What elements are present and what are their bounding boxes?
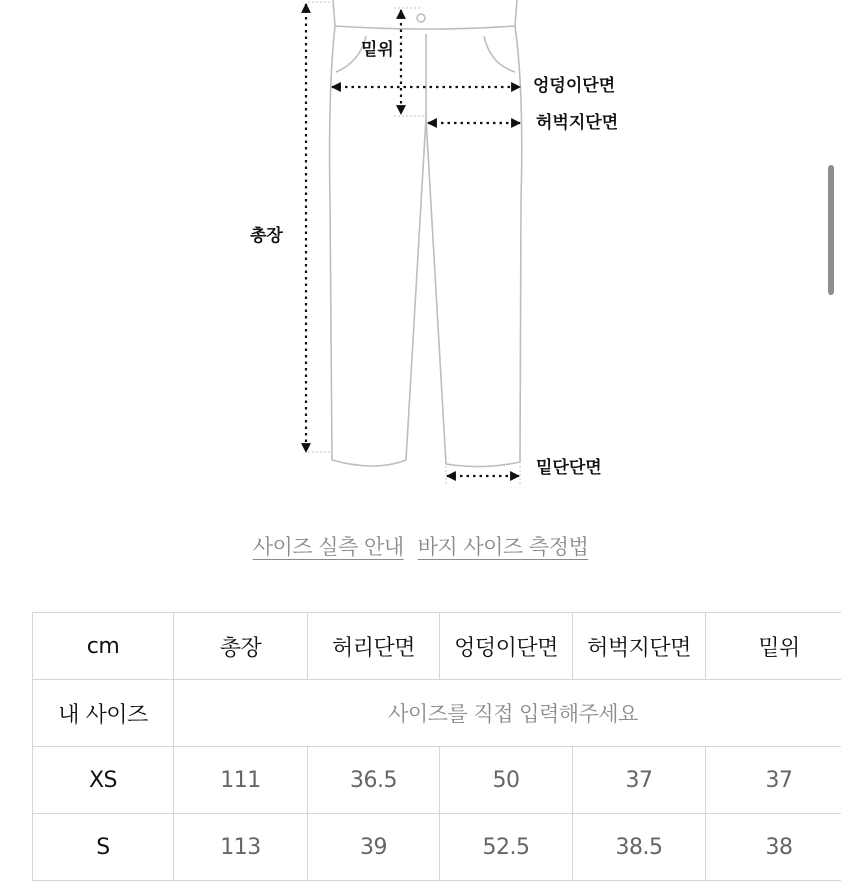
cell-length: 111	[174, 747, 308, 814]
waistband	[333, 0, 517, 29]
header-rise: 밑위	[706, 613, 841, 680]
rise-label: 밑위	[361, 42, 394, 59]
table-row	[33, 747, 841, 814]
my-size-label: 내 사이즈	[33, 680, 174, 747]
hem-label: 밑단단면	[536, 460, 602, 477]
cell-rise: 38	[706, 814, 841, 881]
size-guide-link[interactable]: 사이즈 실측 안내	[253, 535, 404, 559]
scrollbar-thumb[interactable]	[828, 165, 834, 295]
cell-rise: 37	[706, 747, 841, 814]
header-length: 총장	[174, 613, 308, 680]
measurement-arrows	[306, 4, 520, 476]
my-size-row	[33, 680, 841, 747]
my-size-input[interactable]: 사이즈를 직접 입력해주세요	[174, 680, 841, 747]
hip-label: 엉덩이단면	[533, 78, 615, 95]
size-label: S	[33, 814, 174, 881]
length-label: 총장	[250, 228, 283, 245]
header-waist: 허리단면	[308, 613, 440, 680]
cell-waist: 36.5	[308, 747, 440, 814]
cell-thigh: 37	[573, 747, 706, 814]
guide-ticks	[308, 2, 520, 484]
cell-thigh: 38.5	[573, 814, 706, 881]
size-label: XS	[33, 747, 174, 814]
outer-left-leg	[330, 26, 426, 466]
header-unit: cm	[33, 613, 174, 680]
table-row	[33, 814, 841, 881]
cell-length: 113	[174, 814, 308, 881]
outer-right-leg	[426, 26, 522, 467]
pants-outline	[330, 0, 522, 467]
right-pocket	[484, 36, 515, 72]
cell-hip: 52.5	[440, 814, 573, 881]
size-links	[0, 531, 841, 561]
header-hip: 엉덩이단면	[440, 613, 573, 680]
cell-hip: 50	[440, 747, 573, 814]
table-header-row	[33, 613, 841, 680]
header-thigh: 허벅지단면	[573, 613, 706, 680]
cell-waist: 39	[308, 814, 440, 881]
button	[417, 14, 425, 22]
measure-method-link[interactable]: 바지 사이즈 측정법	[418, 535, 589, 559]
thigh-label: 허벅지단면	[536, 115, 618, 132]
